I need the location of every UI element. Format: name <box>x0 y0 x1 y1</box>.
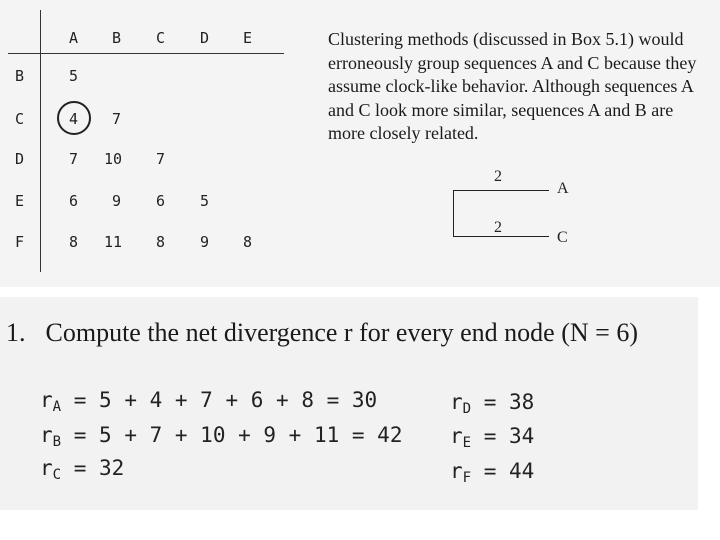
matrix-cell: 5 <box>200 192 210 210</box>
matrix-cell: 8 <box>156 233 166 251</box>
matrix-col-header: E <box>243 29 253 47</box>
tree-branch-length-bottom: 2 <box>494 219 502 236</box>
matrix-cell: 9 <box>112 192 122 210</box>
matrix-col-header: D <box>200 29 210 47</box>
matrix-horizontal-divider <box>8 53 284 54</box>
equation-rc: $r_C = 32$ <box>40 456 125 483</box>
matrix-cell: 6 <box>69 192 79 210</box>
matrix-row-header: F <box>15 233 25 251</box>
matrix-cell: 4 <box>69 110 79 128</box>
equation-rf: $r_F = 44$ <box>450 459 535 486</box>
matrix-col-header: A <box>69 29 79 47</box>
matrix-col-header: B <box>112 29 122 47</box>
matrix-row-header: C <box>15 110 25 128</box>
matrix-cell: 5 <box>69 67 79 85</box>
tree-root-connector <box>453 190 454 237</box>
matrix-vertical-divider <box>40 10 41 272</box>
equation-rb: $r_B = 5 + 7 + 10 + 9 + 11 = 42$ <box>40 423 403 450</box>
tree-leaf-a: A <box>557 180 569 197</box>
matrix-cell: 7 <box>156 150 166 168</box>
matrix-cell: 6 <box>156 192 166 210</box>
exercise-number: 1. <box>6 318 26 347</box>
matrix-cell: 9 <box>200 233 210 251</box>
matrix-cell: 8 <box>243 233 253 251</box>
matrix-row-header: E <box>15 192 25 210</box>
exercise-heading <box>6 318 638 348</box>
exercise-text: Compute the net divergence r for every end node (N = 6) <box>45 318 638 347</box>
matrix-row-header: D <box>15 150 25 168</box>
matrix-cell: 8 <box>69 233 79 251</box>
matrix-col-header: C <box>156 29 166 47</box>
tree-branch-top <box>453 190 549 191</box>
explanation-paragraph: Clustering methods (discussed in Box 5.1) would erroneously group sequences A and C because they assume clock-like behavior. Although sequences A and C look more similar, sequences A and B are more closely related. <box>328 29 697 143</box>
equation-rd: $r_D = 38$ <box>450 390 535 417</box>
equation-re: $r_E = 34$ <box>450 424 535 451</box>
matrix-cell: 7 <box>112 110 122 128</box>
tree-branch-length-top: 2 <box>494 168 502 185</box>
matrix-cell: 7 <box>69 150 79 168</box>
tree-leaf-c: C <box>557 229 568 246</box>
matrix-cell: 10 <box>104 150 123 168</box>
equation-ra: $r_A = 5 + 4 + 7 + 6 + 8 = 30$ <box>40 388 378 415</box>
matrix-cell: 11 <box>104 233 123 251</box>
matrix-row-header: B <box>15 67 25 85</box>
